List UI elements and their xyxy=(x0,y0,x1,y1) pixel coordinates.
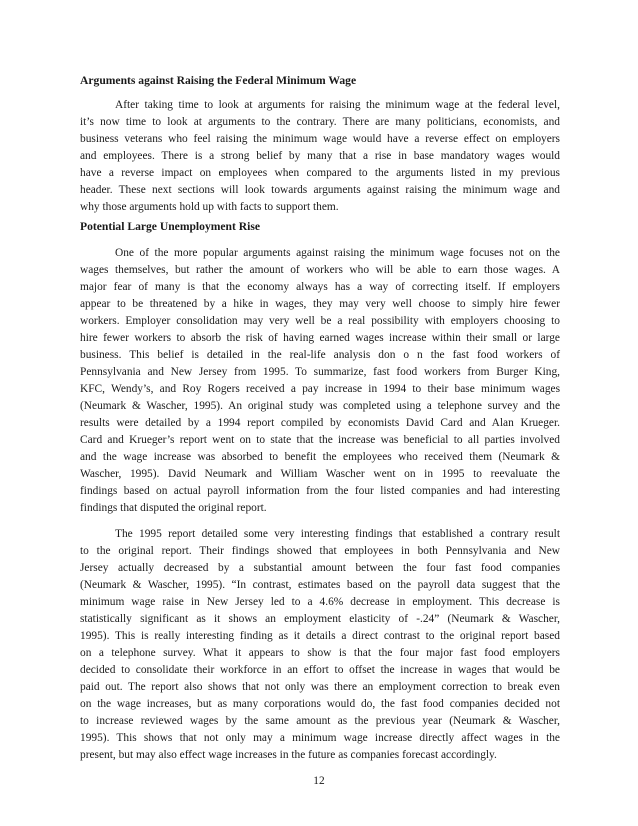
text-line: results were detailed by a 1994 report compiled by economists David Card and Alan Krueger. xyxy=(80,417,560,429)
text-line: major fear of many is that the economy always has a way of correcting itself. If employers xyxy=(80,281,560,293)
text-line: have a reverse impact on employees when compared to the arguments listed in my previous xyxy=(80,167,560,179)
section-heading: Arguments against Raising the Federal Minimum Wage xyxy=(80,74,357,87)
text-line: business veterans who feel raising the minimum wage would have a reverse effect on employers xyxy=(80,133,560,145)
text-line: decided to consolidate their workforce in an effort to offset the increase in wages that would be xyxy=(80,664,560,676)
text-line: One of the more popular arguments against raising the minimum wage focuses not on the xyxy=(115,247,560,259)
text-line: Pennsylvania and New Jersey from 1995. To summarize, fast food workers from Burger King, xyxy=(80,366,560,378)
text-line: (Neumark & Wascher, 1995). “In contrast, estimates based on the payroll data suggest that the xyxy=(80,579,560,591)
section-heading: Potential Large Unemployment Rise xyxy=(80,220,260,233)
text-line: and the wage increase was absorbed to benefit the employees who received them (Neumark & xyxy=(80,451,560,463)
text-line: appear to be threatened by a hike in wages, they may very well choose to simply hire fewer xyxy=(80,298,560,310)
text-line: 1995). This shows that not only may a minimum wage increase directly affect wages in the xyxy=(80,732,560,744)
text-line: why those arguments hold up with facts to support them. xyxy=(80,201,339,213)
text-line: (Neumark & Wascher, 1995). An original study was completed using a telephone survey and the xyxy=(80,400,560,412)
text-line: to increase reviewed wages by the same amount as the previous year (Neumark & Wascher, xyxy=(80,715,560,727)
text-line: Wascher, 1995). David Neumark and William Wascher went on in 1995 to reevaluate the xyxy=(80,468,560,480)
text-line: on a telephone survey. What it appears to show is that the four major fast food employers xyxy=(80,647,560,659)
text-line: hire fewer workers to absorb the risk of having earned wages increase within their small or large xyxy=(80,332,560,344)
text-line: KFC, Wendy’s, and Roy Rogers received a pay increase in 1994 to their base minimum wages xyxy=(80,383,560,395)
text-line: statistically significant as it shows an employment elasticity of -.24” (Neumark & Wascher, xyxy=(80,613,560,625)
text-line: Jersey actually decreased by a substantial amount between the four fast food companies xyxy=(80,562,560,574)
text-line: to the original report. Their findings showed that employees in both Pennsylvania and New xyxy=(80,545,560,557)
text-line: findings that disputed the original report. xyxy=(80,502,267,514)
text-line: header. These next sections will look towards arguments against raising the minimum wage and xyxy=(80,184,560,196)
page-number: 12 xyxy=(313,775,325,787)
text-line: The 1995 report detailed some very interesting findings that established a contrary result xyxy=(115,528,560,540)
text-line: After taking time to look at arguments for raising the minimum wage at the federal level, xyxy=(115,99,560,111)
text-line: business. This belief is detailed in the real-life analysis don o n the fast food workers of xyxy=(80,349,560,361)
text-line: findings based on actual payroll information from the four listed companies and had interesting xyxy=(80,485,560,497)
text-line: it’s now time to look at arguments to the contrary. There are many politicians, economists, and xyxy=(80,116,560,128)
text-line: 1995). This is really interesting finding as it details a direct contrast to the original report based xyxy=(80,630,560,642)
text-line: Card and Krueger’s report went on to state that the increase was beneficial to all parties involved xyxy=(80,434,560,446)
text-line: present, but may also effect wage increases in the future as companies forecast accordingly. xyxy=(80,749,497,761)
text-line: workers. Employer consolidation may very well be a real possibility with employers choosing to xyxy=(80,315,560,327)
text-line: paid out. The report also shows that not only was there an employment correction to break even xyxy=(80,681,560,693)
text-line: on the wage increases, but as many corporations would do, the fast food companies decided not xyxy=(80,698,560,710)
text-line: wages themselves, but rather the amount of workers who will be able to earn those wages. A xyxy=(80,264,560,276)
text-line: and employees. There is a strong belief by many that a rise in base mandatory wages would xyxy=(80,150,560,162)
text-line: minimum wage raise in New Jersey led to a 4.6% decrease in employment. This decrease is xyxy=(80,596,560,608)
